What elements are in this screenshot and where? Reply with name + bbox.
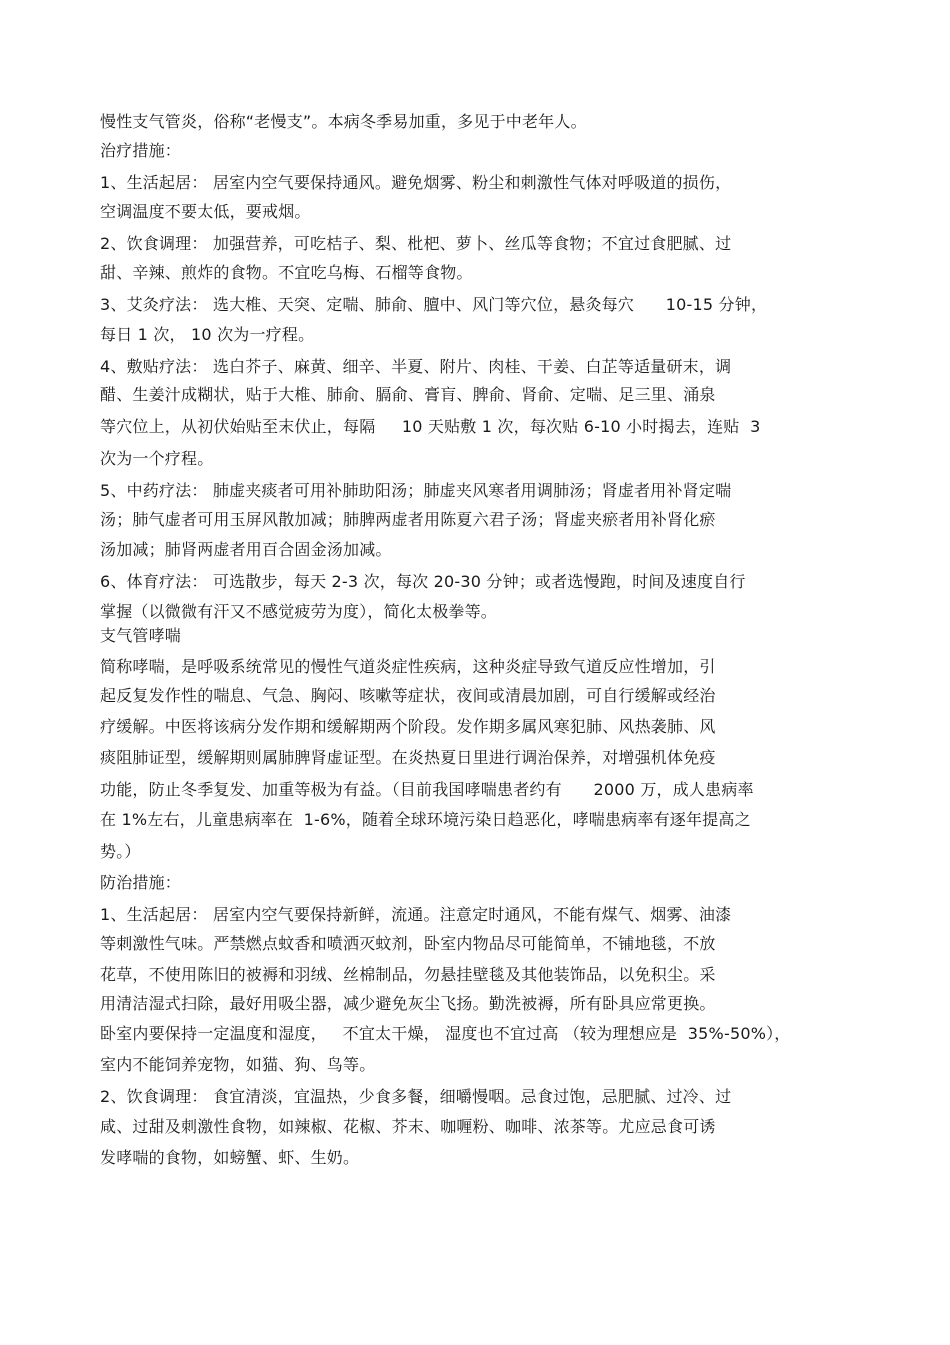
- text-line: 起反复发作性的喘息、气急、胸闷、咳嗽等症状，夜间或清晨加剧，可自行缓解或经治: [100, 686, 716, 705]
- text-line: 室内不能饲养宠物，如猫、狗、鸟等。: [100, 1055, 376, 1074]
- text-line: 卧室内要保持一定温度和湿度， 不宜太干燥， 湿度也不宜过高 （较为理想应是 35%-50%），: [100, 1024, 791, 1043]
- text-line: 在 1%左右，儿童患病率在 1-6%，随着全球环境污染日趋恶化，哮喘患病率有逐年提高之: [100, 810, 751, 829]
- text-line: 1、生活起居： 居室内空气要保持通风。避免烟雾、粉尘和刺激性气体对呼吸道的损伤，: [100, 173, 732, 192]
- text-line: 功能，防止冬季复发、加重等极为有益。（目前我国哮喘患者约有 2000 万，成人患病率: [100, 780, 754, 799]
- text-line: 等刺激性气味。严禁燃点蚊香和喷洒灭蚊剂，卧室内物品尽可能简单，不铺地毯，不放: [100, 934, 716, 953]
- text-line: 次为一个疗程。: [100, 449, 214, 468]
- text-line: 汤加减；肺肾两虚者用百合固金汤加减。: [100, 540, 392, 559]
- text-line: 4、敷贴疗法： 选白芥子、麻黄、细辛、半夏、附片、肉桂、干姜、白芷等适量研末，调: [100, 357, 732, 376]
- text-line: 等穴位上，从初伏始贴至末伏止，每隔 10 天贴敷 1 次，每次贴 6-10 小时揭去，连贴 3: [100, 417, 761, 436]
- section-heading: 治疗措施：: [100, 141, 182, 160]
- text-line: 甜、辛辣、煎炸的食物。不宜吃乌梅、石榴等食物。: [100, 263, 473, 282]
- text-line: 简称哮喘，是呼吸系统常见的慢性气道炎症性疾病，这种炎症导致气道反应性增加，引: [100, 657, 716, 676]
- text-line: 空调温度不要太低，要戒烟。: [100, 202, 311, 221]
- text-line: 2、饮食调理： 加强营养，可吃桔子、梨、枇杷、萝卜、丝瓜等食物；不宜过食肥腻、过: [100, 234, 732, 253]
- text-line: 发哮喘的食物，如螃蟹、虾、生奶。: [100, 1148, 360, 1167]
- section-heading: 支气管哮喘: [100, 626, 182, 645]
- text-line: 慢性支气管炎，俗称“老慢支”。本病冬季易加重，多见于中老年人。: [100, 112, 587, 131]
- text-line: 6、体育疗法： 可选散步，每天 2-3 次，每次 20-30 分钟；或者选慢跑，时间及速度自行: [100, 572, 746, 591]
- section-heading: 防治措施：: [100, 873, 182, 892]
- text-line: 掌握（以微微有汗又不感觉疲劳为度），简化太极拳等。: [100, 602, 498, 621]
- text-line: 2、饮食调理： 食宜清淡，宜温热，少食多餐，细嚼慢咽。忌食过饱，忌肥腻、过冷、过: [100, 1087, 732, 1106]
- text-line: 疗缓解。中医将该病分发作期和缓解期两个阶段。发作期多属风寒犯肺、风热袭肺、风: [100, 717, 716, 736]
- text-line: 用清洁湿式扫除，最好用吸尘器，减少避免灰尘飞扬。勤洗被褥，所有卧具应常更换。: [100, 994, 716, 1013]
- text-line: 汤；肺气虚者可用玉屏风散加减；肺脾两虚者用陈夏六君子汤；肾虚夹瘀者用补肾化瘀: [100, 510, 716, 529]
- text-line: 1、生活起居： 居室内空气要保持新鲜，流通。注意定时通风，不能有煤气、烟雾、油漆: [100, 905, 732, 924]
- text-line: 花草，不使用陈旧的被褥和羽绒、丝棉制品，勿悬挂壁毯及其他装饰品，以免积尘。采: [100, 965, 716, 984]
- text-line: 醋、生姜汁成糊状，贴于大椎、肺俞、膈俞、膏肓、脾俞、肾俞、定喘、足三里、涌泉: [100, 385, 716, 404]
- text-line: 痰阻肺证型，缓解期则属肺脾肾虚证型。在炎热夏日里进行调治保养，对增强机体免疫: [100, 748, 716, 767]
- text-line: 咸、过甜及刺激性食物，如辣椒、花椒、芥末、咖喱粉、咖啡、浓茶等。尤应忌食可诱: [100, 1117, 716, 1136]
- text-line: 每日 1 次， 10 次为一疗程。: [100, 325, 315, 344]
- text-line: 5、中药疗法： 肺虚夹痰者可用补肺助阳汤；肺虚夹风寒者用调肺汤；肾虚者用补肾定喘: [100, 481, 732, 500]
- text-line: 3、艾灸疗法： 选大椎、天突、定喘、肺俞、膻中、风门等穴位，悬灸每穴 10-15 分钟，: [100, 295, 768, 314]
- text-line: 势。）: [100, 842, 141, 861]
